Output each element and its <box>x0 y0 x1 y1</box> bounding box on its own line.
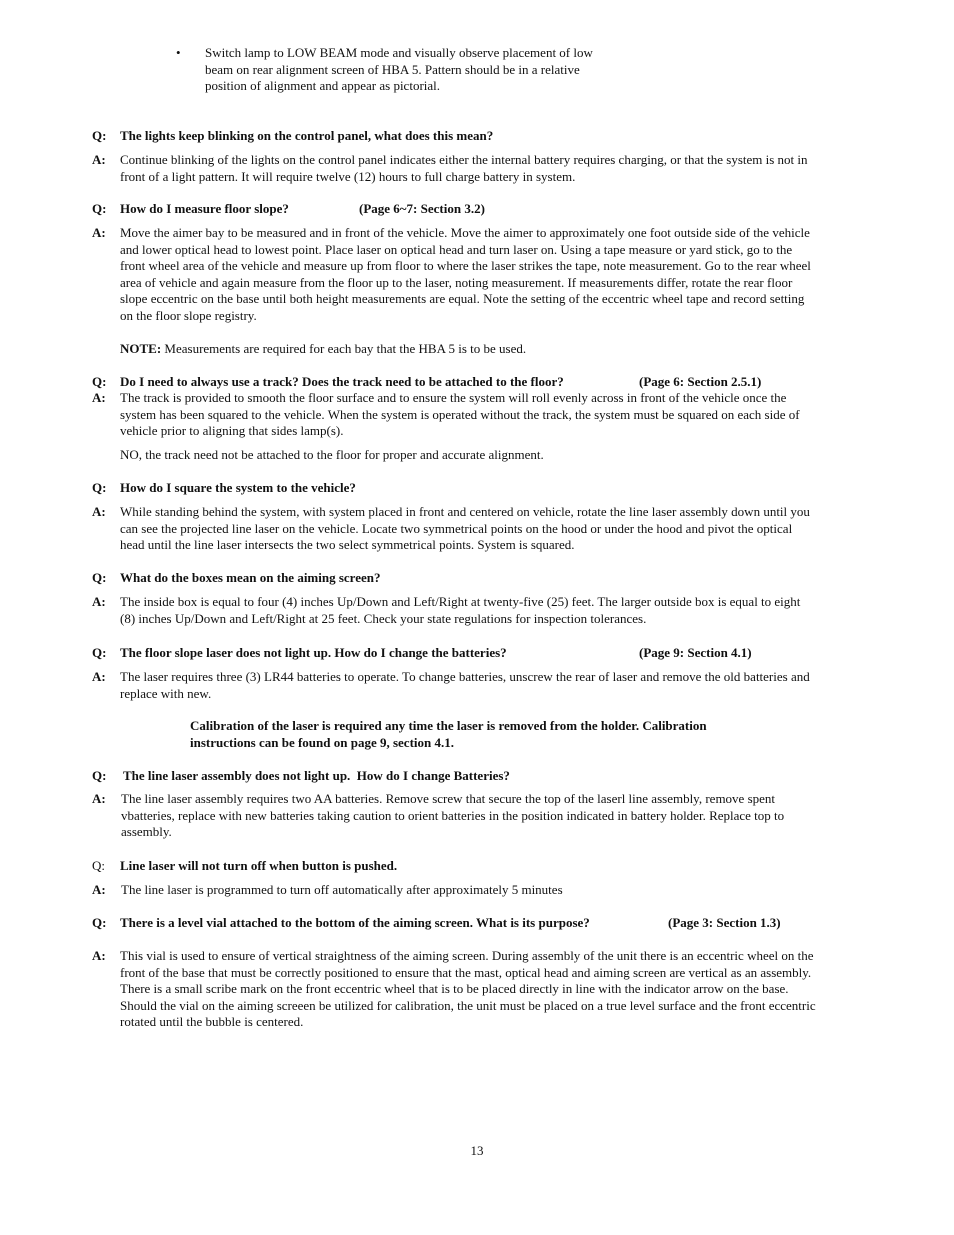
question-text: The lights keep blinking on the control panel, what does this mean? <box>120 128 494 143</box>
bullet-text <box>205 45 635 95</box>
callout-line: Calibration of the laser is required any time the laser is removed from the holder. Calibration <box>190 718 707 733</box>
answer-text <box>121 791 881 841</box>
a-label: A: <box>92 882 106 897</box>
answer-line: vbatteries, replace with new batteries taking caution to orient batteries in the position indicated in battery holder. Replace top to <box>121 807 785 823</box>
answer-text <box>120 225 880 324</box>
bullet-line: Switch lamp to LOW BEAM mode and visually observe placement of low <box>205 45 593 60</box>
q-label: Q: <box>92 645 107 660</box>
note <box>120 341 880 358</box>
answer-text <box>120 152 880 185</box>
bullet-line: beam on rear alignment screen of HBA 5. Pattern should be in a relative <box>205 61 580 77</box>
answer-line: can see the projected line laser on the vehicle. Locate two symmetrical points on the hood or under the hood and pivot the optical <box>120 520 793 536</box>
answer-line: The inside box is equal to four (4) inches Up/Down and Left/Right at twenty-five (25) feet. The larger outside box is equal to eight <box>120 594 801 609</box>
answer-text <box>120 390 880 440</box>
q-label: Q: <box>92 570 107 585</box>
answer-text <box>120 594 880 627</box>
answer-line: front of a light pattern. It will require twelve (12) hours to full charge battery in system. <box>120 168 576 184</box>
section-reference: (Page 6~7: Section 3.2) <box>359 201 485 216</box>
q-label: Q: <box>92 374 107 389</box>
section-reference: (Page 3: Section 1.3) <box>668 915 781 930</box>
note-label: NOTE: <box>120 341 162 356</box>
page-number: 13 <box>470 1143 484 1158</box>
answer-line: The line laser assembly requires two AA batteries. Remove screw that secure the top of the laserl line assembly, remove spent <box>121 791 776 806</box>
q-label: Q: <box>92 915 107 930</box>
answer-line: The laser requires three (3) LR44 batteries to operate. To change batteries, unscrew the rear of laser and remove the old batteries and <box>120 669 810 684</box>
question-text: Line laser will not turn off when button is pushed. <box>120 858 398 873</box>
answer-line: Move the aimer bay to be measured and in front of the vehicle. Move the aimer to approximately one foot outside side of the vehicle <box>120 225 810 240</box>
answer-text <box>120 504 880 554</box>
a-label: A: <box>92 791 106 806</box>
answer-line: on the floor slope registry. <box>120 307 257 323</box>
a-label: A: <box>92 669 106 684</box>
section-reference: (Page 9: Section 4.1) <box>639 645 752 660</box>
section-reference: (Page 6: Section 2.5.1) <box>639 374 762 389</box>
answer-line: area of vehicle and again measure from the floor up to the laser, noting measurement. If measurements differ, rotate the rear floor <box>120 274 793 290</box>
answer-text <box>121 882 881 899</box>
answer-line: (8) inches Up/Down and Left/Right at 25 feet. Check your state regulations for inspection tolerances. <box>120 610 647 626</box>
question-text: Do I need to always use a track? Does the track need to be attached to the floor? <box>120 374 564 389</box>
answer-text <box>120 669 880 702</box>
note-text: Measurements are required for each bay that the HBA 5 is to be used. <box>164 341 527 356</box>
a-label: A: <box>92 948 106 963</box>
answer-line: and lower optical head to lowest point. Place laser on optical head and turn laser on. Using a tape measure or yard stick, go to the <box>120 241 793 257</box>
q-label: Q: <box>92 768 107 783</box>
answer-line: rotated until the bubble is centered. <box>120 1014 304 1029</box>
question-text: The line laser assembly does not light up. How do I change Batteries? <box>120 768 510 783</box>
bullet-icon: • <box>176 45 181 60</box>
answer-text <box>120 948 880 1031</box>
question-text: The floor slope laser does not light up. How do I change the batteries? <box>120 645 507 660</box>
calibration-callout <box>190 718 790 751</box>
question-text: How do I measure floor slope? <box>120 201 289 216</box>
answer-line: system has been squared to the vehicle. When the system is operated without the track, the system must be squared on each side of <box>120 406 800 422</box>
answer-line: front of the base that must be correctly positioned to ensure that the mast, optical head and aiming screen are vertical as an assembly. <box>120 964 812 980</box>
a-label: A: <box>92 594 106 609</box>
a-label: A: <box>92 504 106 519</box>
answer-extra: NO, the track need not be attached to the floor for proper and accurate alignment. <box>120 447 544 462</box>
answer-line: There is a small scribe mark on the front eccentric wheel that is to be placed directly in line with the indicator arrow on the base. <box>120 981 789 996</box>
a-label: A: <box>92 152 106 167</box>
q-label: Q: <box>92 128 107 143</box>
answer-line: front wheel area of the vehicle and measure up from floor to where the laser strikes the tape, note measurement. Go to the rear wheel <box>120 258 811 273</box>
answer-line: assembly. <box>121 824 172 839</box>
answer-line: While standing behind the system, with system placed in front and centered on vehicle, rotate the line laser assembly down until you <box>120 504 810 519</box>
answer-line: vehicle prior to aligning that sides lamp(s). <box>120 423 344 438</box>
a-label: A: <box>92 225 106 240</box>
answer-line: Continue blinking of the lights on the control panel indicates either the internal battery requires charging, or that the system is not in <box>120 152 808 167</box>
answer-line: This vial is used to ensure of vertical straightness of the aiming screen. During assembly of the unit there is an eccentric wheel on the <box>120 948 814 963</box>
answer-line: The track is provided to smooth the floor surface and to ensure the system will roll evenly across in front of the vehicle once the <box>120 390 787 405</box>
answer-line: Should the vial on the aiming screeen be utilized for calibration, the unit must be placed on a true level surface and the front eccentric <box>120 997 816 1013</box>
answer-line: head until the line laser intersects the two select symmetrical points. System is squared. <box>120 537 575 552</box>
a-label: A: <box>92 390 106 405</box>
callout-line: instructions can be found on page 9, section 4.1. <box>190 734 454 750</box>
question-text: How do I square the system to the vehicle? <box>120 480 356 495</box>
bullet-line: position of alignment and appear as pictorial. <box>205 78 441 93</box>
q-label: Q: <box>92 480 107 495</box>
answer-line: slope eccentric on the base until both height measurements are equal. Note the setting of the eccentric wheel tape and record setting <box>120 291 805 306</box>
question-text: There is a level vial attached to the bottom of the aiming screen. What is its purpose? <box>120 915 590 930</box>
question-text: What do the boxes mean on the aiming screen? <box>120 570 381 585</box>
answer-line: replace with new. <box>120 685 212 701</box>
q-label: Q: <box>92 201 107 216</box>
q-label: Q: <box>92 858 105 873</box>
answer-line: The line laser is programmed to turn off automatically after approximately 5 minutes <box>121 882 563 897</box>
